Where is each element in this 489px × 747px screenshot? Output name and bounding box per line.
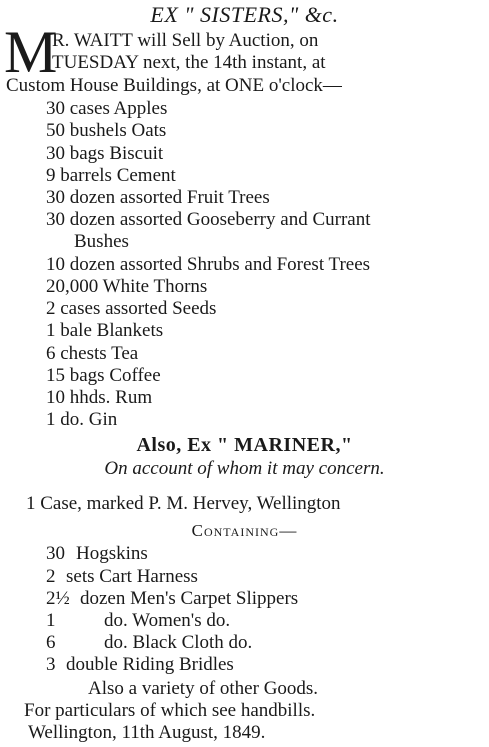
list-item: 2 cases assorted Seeds (46, 298, 217, 319)
contents-qty: 2½ (46, 588, 70, 609)
contents-desc: double Riding Bridles (66, 654, 234, 675)
intro-line-1: R. WAITT will Sell by Auction, on (52, 30, 319, 51)
list-item: 1 bale Blankets (46, 320, 164, 341)
list-item: 30 dozen assorted Fruit Trees (46, 187, 270, 208)
contents-desc: do. Black Cloth do. (104, 632, 253, 653)
notice-heading: EX " SISTERS," &c. (150, 2, 339, 27)
list-item: 1 do. Gin (46, 409, 118, 430)
list-item: 30 bags Biscuit (46, 143, 164, 164)
account-line: On account of whom it may concern. (104, 458, 385, 479)
list-item: 15 bags Coffee (46, 365, 161, 386)
containing-heading: Containing— (191, 521, 298, 540)
list-item: 50 bushels Oats (46, 120, 167, 141)
case-line: 1 Case, marked P. M. Hervey, Wellington (26, 493, 341, 514)
contents-desc: sets Cart Harness (66, 566, 198, 587)
subheading-mariner: Also, Ex " MARINER," (136, 434, 353, 456)
contents-desc: dozen Men's Carpet Slippers (80, 588, 299, 609)
intro-line-2: TUESDAY next, the 14th instant, at (52, 52, 326, 73)
contents-qty: 30 (46, 543, 65, 564)
list-item: 10 hhds. Rum (46, 387, 153, 408)
drop-cap: M (4, 19, 58, 85)
date-line: Wellington, 11th August, 1849. (28, 722, 266, 743)
contents-qty: 2 (46, 566, 56, 587)
contents-qty: 6 (46, 632, 56, 653)
list-item: 30 cases Apples (46, 98, 168, 119)
variety-line: Also a variety of other Goods. (88, 678, 319, 699)
list-item: 10 dozen assorted Shrubs and Forest Trees (46, 254, 371, 275)
list-item: 30 dozen assorted Gooseberry and Currant (46, 209, 371, 230)
list-item: 9 barrels Cement (46, 165, 176, 186)
intro-line-3: Custom House Buildings, at ONE o'clock— (6, 75, 342, 96)
contents-desc: Hogskins (76, 543, 148, 564)
list-item-continuation: Bushes (74, 231, 129, 252)
contents-qty: 3 (46, 654, 56, 675)
list-item: 6 chests Tea (46, 343, 139, 364)
list-item: 20,000 White Thorns (46, 276, 208, 297)
particulars-line: For particulars of which see handbills. (24, 700, 316, 721)
contents-qty: 1 (46, 610, 56, 631)
contents-desc: do. Women's do. (104, 610, 231, 631)
